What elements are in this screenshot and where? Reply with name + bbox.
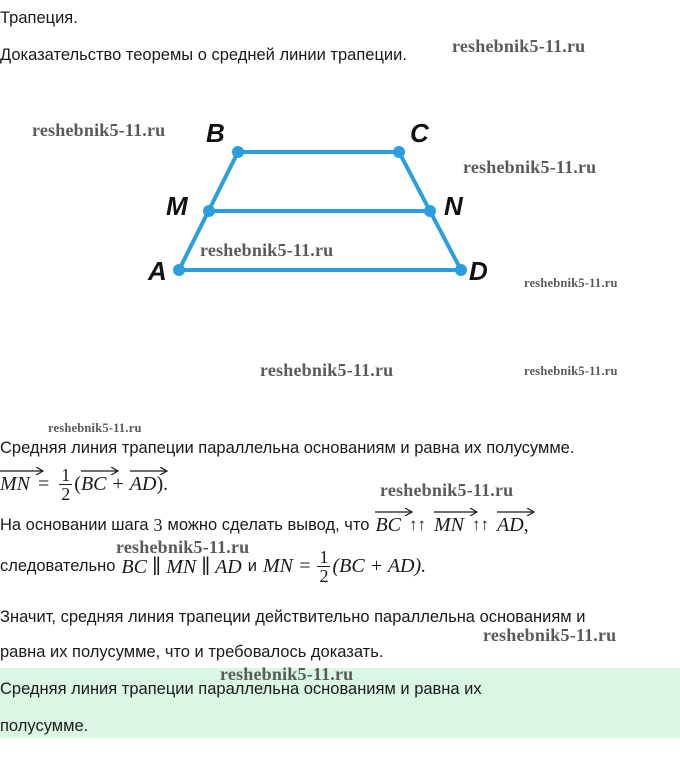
watermark: reshebnik5-11.ru bbox=[32, 120, 166, 140]
watermark: reshebnik5-11.ru bbox=[524, 276, 618, 290]
vector-arrow-icon bbox=[375, 508, 413, 516]
watermark: reshebnik5-11.ru bbox=[483, 625, 617, 645]
vector-ad: AD bbox=[497, 514, 524, 537]
point-b bbox=[232, 146, 244, 158]
vector-ad: AD bbox=[130, 473, 157, 496]
watermark: reshebnik5-11.ru bbox=[220, 664, 354, 684]
watermark: reshebnik5-11.ru bbox=[116, 537, 250, 557]
label-c: C bbox=[410, 118, 429, 148]
fraction-half: $\frac{1}{2}$ bbox=[61, 464, 71, 504]
vector-arrow-icon bbox=[434, 508, 478, 516]
vector-arrow-icon bbox=[497, 508, 535, 516]
watermark: reshebnik5-11.ru bbox=[463, 157, 597, 177]
watermark: reshebnik5-11.ru bbox=[200, 240, 334, 260]
watermark: reshebnik5-11.ru bbox=[380, 480, 514, 500]
label-a: A bbox=[148, 256, 167, 286]
vector-mn: MN bbox=[434, 514, 464, 537]
formula-vector-midline: MN = $\frac{1}{2}$ ( BC + AD ). bbox=[0, 464, 169, 504]
page-subtitle: Доказательство теоремы о средней линии трапеции. bbox=[0, 46, 407, 64]
label-b: B bbox=[206, 118, 225, 148]
conclusion-line-1: Значит, средняя линия трапеции действительно параллельна основаниям и bbox=[0, 608, 586, 626]
conclusion-line-2: равна их полусумме, что и требовалось доказать. bbox=[0, 643, 384, 661]
label-m: M bbox=[166, 191, 188, 221]
vector-arrow-icon bbox=[0, 467, 44, 475]
watermark: reshebnik5-11.ru bbox=[48, 421, 142, 435]
vector-arrow-icon bbox=[130, 467, 168, 475]
vector-mn: MN bbox=[0, 473, 30, 496]
page-title: Трапеция. bbox=[0, 9, 78, 27]
label-n: N bbox=[444, 191, 463, 221]
vector-bc: BC bbox=[375, 514, 401, 537]
watermark: reshebnik5-11.ru bbox=[524, 364, 618, 378]
vector-arrow-icon bbox=[81, 467, 119, 475]
answer-line-2: полусумме. bbox=[0, 717, 89, 735]
consequence-line: следовательно BC ∥ MN ∥ AD и MN = $\frac{1}{2}$ (BC + AD). bbox=[0, 546, 427, 586]
point-d bbox=[455, 264, 467, 276]
statement-text: Средняя линия трапеции параллельна основаниям и равна их полусумме. bbox=[0, 439, 575, 457]
point-a bbox=[173, 264, 185, 276]
point-m bbox=[203, 205, 215, 217]
point-n bbox=[424, 205, 436, 217]
watermark: reshebnik5-11.ru bbox=[260, 360, 394, 380]
answer-line-1: Средняя линия трапеции параллельна основаниям и равна их bbox=[0, 680, 482, 698]
point-c bbox=[393, 146, 405, 158]
vector-bc: BC bbox=[81, 473, 107, 496]
fraction-half: $\frac{1}{2}$ bbox=[319, 546, 329, 586]
collinearity-line: На основании шага 3 можно сделать вывод, что BC ↑↑ MN ↑↑ AD , bbox=[0, 510, 529, 540]
watermark: reshebnik5-11.ru bbox=[452, 36, 586, 56]
label-d: D bbox=[469, 256, 488, 286]
